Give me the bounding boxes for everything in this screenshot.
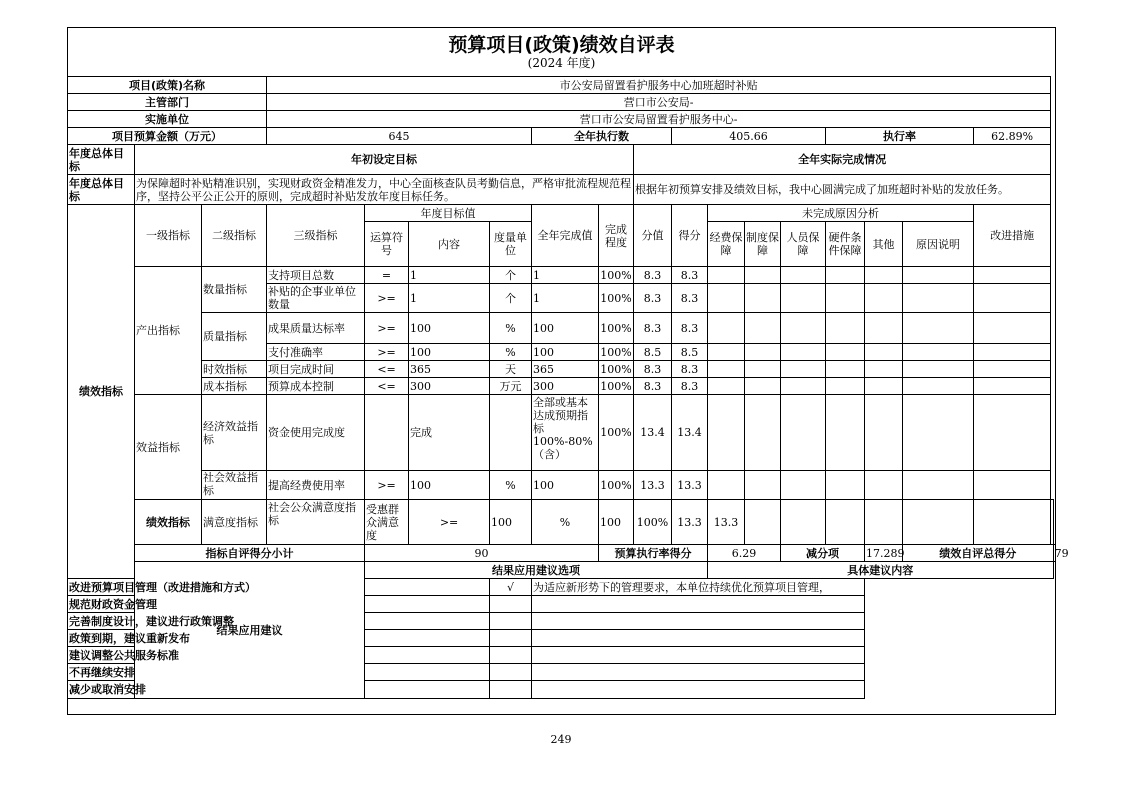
system-header: 制度保障 — [745, 222, 781, 267]
advice-label: 结果应用建议 — [135, 562, 365, 699]
benefit-group-label: 效益指标 — [135, 395, 202, 500]
advice-check — [490, 681, 532, 699]
actual-cell: 100 — [532, 344, 599, 361]
level3-cell: 成果质量达标率 — [267, 313, 365, 344]
unit-cell: 万元 — [490, 378, 532, 395]
score-cell: 8.3 — [672, 313, 708, 344]
level3-cell: 补贴的企事业单位数量 — [267, 284, 365, 313]
advice-option: 完善制度设计，建议进行政策调整 — [68, 613, 490, 630]
content-cell: 完成 — [409, 395, 490, 471]
unit-label: 实施单位 — [68, 111, 267, 128]
level3-cell: 支持项目总数 — [267, 267, 365, 284]
completion-cell: 100% — [600, 268, 632, 282]
improve-header: 改进措施 — [974, 205, 1051, 267]
value-cell: 8.3 — [634, 361, 672, 378]
completion-cell: 100% — [600, 345, 632, 359]
advice-option: 政策到期，建议重新发布 — [68, 630, 490, 647]
table-row — [68, 361, 1056, 378]
budget-value: 645 — [267, 128, 532, 145]
advice-options-header: 结果应用建议选项 — [365, 562, 708, 579]
table-row — [68, 500, 1056, 545]
operator-cell: >= — [365, 344, 409, 361]
output-group-label: 产出指标 — [135, 267, 202, 395]
actual-goal-text: 根据年初预算安排及绩效目标，我中心圆满完成了加班超时补贴的发放任务。 — [634, 175, 1051, 205]
actual-cell: 1 — [532, 267, 599, 284]
level3-cell: 资金使用完成度 — [267, 395, 365, 471]
advice-detail — [532, 664, 865, 681]
content-cell: 100 — [490, 500, 532, 545]
table-row — [68, 313, 1056, 344]
year-subtitle: (2024 年度) — [527, 56, 596, 70]
perf-indicator-label-2: 绩效指标 — [135, 500, 202, 545]
advice-check — [490, 647, 532, 664]
quality-label: 质量指标 — [202, 313, 267, 361]
advice-option: 规范财政资金管理 — [68, 596, 490, 613]
content-cell: 365 — [409, 361, 490, 378]
table-row — [68, 378, 1056, 395]
advice-row — [68, 613, 1056, 630]
advice-row — [68, 630, 1056, 647]
table-row — [68, 471, 1056, 500]
unit-cell: % — [532, 500, 599, 545]
goal-row-label-2: 年度总体目标 — [68, 175, 135, 205]
content-cell: 100 — [409, 471, 490, 500]
operator-cell: = — [365, 267, 409, 284]
actual-cell: 100 — [532, 471, 599, 500]
satisfaction-group-label: 满意度指标 — [202, 500, 267, 545]
unit-cell: 天 — [490, 361, 532, 378]
actual-cell: 1 — [532, 284, 599, 313]
rate-value: 62.89% — [974, 128, 1051, 145]
operator-cell: >= — [365, 471, 409, 500]
unit-cell — [490, 395, 532, 471]
completion-cell: 100% — [599, 284, 634, 313]
unit-cell: % — [490, 344, 532, 361]
level3-cell: 支付准确率 — [267, 344, 365, 361]
operator-cell: <= — [365, 361, 409, 378]
social-label: 社会效益指标 — [203, 471, 258, 497]
operator-cell: >= — [409, 500, 490, 545]
completion-cell: 100% — [634, 500, 672, 545]
annual-target-header: 年度目标值 — [365, 205, 532, 222]
level3-cell: 预算成本控制 — [267, 378, 365, 395]
dept-value: 营口市公安局- — [267, 94, 1051, 111]
level3-cell: 受惠群众满意度 — [365, 500, 409, 545]
content-cell: 1 — [409, 284, 490, 313]
advice-detail — [532, 613, 865, 630]
value-cell: 13.4 — [634, 395, 672, 471]
score-cell: 8.3 — [672, 267, 708, 284]
deduct-value: 17.289 — [866, 546, 905, 560]
rate-label: 执行率 — [826, 128, 974, 145]
actual-header: 全年完成值 — [532, 205, 599, 267]
advice-option: 建议调整公共服务标准 — [68, 647, 490, 664]
advice-row — [68, 681, 1056, 699]
advice-detail — [532, 647, 865, 664]
score-cell: 13.3 — [672, 471, 708, 500]
score-cell: 13.4 — [672, 395, 708, 471]
budget-label: 项目预算金额（万元） — [68, 128, 267, 145]
actual-cell: 100 — [599, 500, 634, 545]
evaluation-table — [67, 76, 1069, 699]
project-name-label: 项目(政策)名称 — [68, 77, 267, 94]
unit-header: 度量单位 — [490, 222, 532, 267]
advice-option: 不再继续安排 — [68, 664, 490, 681]
advice-row — [68, 664, 1056, 681]
completion-header: 完成程度 — [599, 205, 634, 267]
advice-row — [68, 596, 1056, 613]
advice-option: 改进预算项目管理（改进措施和方式） — [68, 579, 490, 596]
advice-check: √ — [490, 579, 532, 596]
value-cell: 8.3 — [634, 313, 672, 344]
level3-cell: 提高经费使用率 — [267, 471, 365, 500]
score-header: 得分 — [672, 205, 708, 267]
perf-indicator-label: 绩效指标 — [68, 205, 135, 579]
advice-row — [68, 579, 1056, 596]
advice-check — [490, 596, 532, 613]
evaluation-sheet — [67, 27, 1069, 715]
project-name-value: 市公安局留置看护服务中心加班超时补贴 — [267, 77, 1051, 94]
value-cell: 8.3 — [634, 378, 672, 395]
budget-score-label: 预算执行率得分 — [599, 545, 708, 562]
value-cell: 13.3 — [672, 500, 708, 545]
advice-check — [490, 630, 532, 647]
actual-cell: 100 — [532, 313, 599, 344]
reason-header: 原因说明 — [903, 222, 974, 267]
budget-score-value: 6.29 — [708, 545, 781, 562]
score-cell: 13.3 — [708, 500, 745, 545]
exec-label: 全年执行数 — [532, 128, 672, 145]
content-cell: 100 — [409, 313, 490, 344]
table-row — [68, 267, 1056, 284]
operator-cell: >= — [365, 284, 409, 313]
dept-label: 主管部门 — [68, 94, 267, 111]
value-cell: 13.3 — [634, 471, 672, 500]
economic-label: 经济效益指标 — [202, 395, 267, 471]
unit-cell: % — [490, 471, 532, 500]
completion-cell: 100% — [599, 471, 634, 500]
subtotal-value: 90 — [365, 545, 599, 562]
page-title: 预算项目(政策)绩效自评表 — [448, 34, 675, 56]
actual-cell: 365 — [532, 361, 599, 378]
level3-header: 三级指标 — [267, 205, 365, 267]
actual-goal-header: 全年实际完成情况 — [634, 145, 1051, 175]
advice-detail — [532, 681, 865, 699]
actual-cell: 全部或基本达成预期指标100%-80%（含） — [533, 395, 593, 461]
operator-cell: >= — [365, 313, 409, 344]
unit-cell: % — [490, 313, 532, 344]
level3-cell: 项目完成时间 — [267, 361, 365, 378]
unfinished-header: 未完成原因分析 — [708, 205, 974, 222]
content-header: 内容 — [409, 222, 490, 267]
advice-detail-header: 具体建议内容 — [708, 562, 1054, 579]
completion-cell: 100% — [600, 362, 632, 376]
other-header: 其他 — [865, 222, 903, 267]
operator-header: 运算符号 — [365, 222, 409, 267]
timeliness-label: 时效指标 — [202, 361, 267, 378]
total-value: 79 — [1054, 546, 1069, 560]
unit-cell: 个 — [490, 284, 532, 313]
goal-row-label: 年度总体目标 — [68, 145, 135, 175]
hardware-header: 硬件条件保障 — [826, 222, 865, 267]
completion-cell: 100% — [599, 313, 634, 344]
content-cell: 100 — [409, 344, 490, 361]
operator-cell — [365, 395, 409, 471]
quantity-label: 数量指标 — [202, 267, 267, 313]
initial-goal-text: 为保障超时补贴精准识别，实现财政资金精准发力，中心全面核查队员考勤信息，严格审批流程规范程序，坚持公平公正公开的原则，完成超时补贴发放年度目标任务。 — [135, 175, 634, 205]
level1-header: 一级指标 — [135, 205, 202, 267]
cost-label: 成本指标 — [202, 378, 267, 395]
value-cell: 8.3 — [634, 284, 672, 313]
advice-check — [490, 613, 532, 630]
operator-cell: <= — [365, 378, 409, 395]
score-cell: 8.3 — [672, 378, 708, 395]
score-cell: 8.3 — [672, 284, 708, 313]
funding-header: 经费保障 — [708, 222, 745, 267]
personnel-header: 人员保障 — [781, 222, 826, 267]
score-value-header: 分值 — [634, 205, 672, 267]
unit-cell: 个 — [490, 267, 532, 284]
level2-header: 二级指标 — [202, 205, 267, 267]
advice-check — [490, 664, 532, 681]
completion-cell: 100% — [599, 395, 634, 471]
exec-value: 405.66 — [672, 128, 826, 145]
value-cell: 8.5 — [634, 344, 672, 361]
advice-row — [68, 647, 1056, 664]
subtotal-label: 指标自评得分小计 — [135, 545, 365, 562]
page-number: 249 — [550, 733, 572, 746]
deduct-label: 减分项 — [781, 545, 865, 562]
unit-value: 营口市公安局留置看护服务中心- — [267, 111, 1051, 128]
actual-cell: 300 — [532, 378, 599, 395]
advice-detail — [532, 596, 865, 613]
total-label: 绩效自评总得分 — [903, 545, 1054, 562]
advice-option: 减少或取消安排 — [68, 681, 490, 699]
table-row — [68, 395, 1056, 471]
score-cell: 8.3 — [672, 361, 708, 378]
advice-detail: 为适应新形势下的管理要求，本单位持续优化预算项目管理， — [532, 579, 865, 596]
score-cell: 8.5 — [672, 344, 708, 361]
initial-goal-header: 年初设定目标 — [135, 145, 634, 175]
completion-cell: 100% — [600, 379, 632, 393]
summary-row — [68, 545, 1056, 562]
value-cell: 8.3 — [634, 267, 672, 284]
advice-detail — [532, 630, 865, 647]
public-label: 社会公众满意度指标 — [268, 501, 357, 527]
content-cell: 1 — [409, 267, 490, 284]
content-cell: 300 — [409, 378, 490, 395]
